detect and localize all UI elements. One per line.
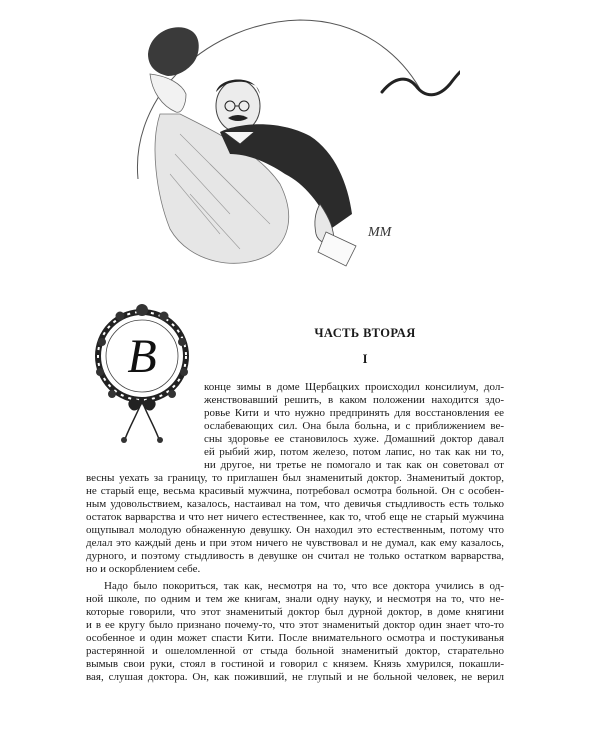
text-line: вымыв свои руки, стоял в гостиной и говорил с князем. Князь хмурился, покашли- [86,658,504,670]
text-line: дурного, и поэтому стыдливость в девушке он считал не только остатком варварства, [86,550,504,562]
dropcap-letter: В [127,330,157,383]
chapter-number: I [362,352,368,366]
text-line: Надо было покориться, так как, несмотря на то, что все доктора учились в од- [104,580,504,592]
ornamental-dropcap [86,290,198,446]
text-line: особенное и один может спасти Кити. После внимательного осмотра и постукиванья [86,632,504,644]
text-line: сны здоровье ее становилось хуже. Домашний доктор давал [204,433,504,445]
text-line: которые говорили, что этот знаменитый доктор был дурной доктор, в доме княгини [86,606,504,618]
text-line: ной школе, по одним и тем же книгам, знали одну науку, и несмотря на то, что не- [86,593,504,605]
text-line: не старый еще, весьма красивый мужчина, потребовал осмотра больной. Он с особен- [86,485,504,497]
text-line: ни другое, ни третье не помогало и так как он советовал от [204,459,504,471]
text-line: весны уехать за границу, то приглашен был знаменитый доктор. Знаменитый доктор, [86,472,504,484]
text-line: растерянной и ошеломленной от стыда больной знаменитый доктор, старательно [86,645,504,657]
text-line: делал это каждый день и при этом ничего не чувствовал и не думал, как ему казалось, [86,537,504,549]
text-line: но и оскорблением себе. [86,563,201,575]
text-line: конце зимы в доме Щербацких происходил консилиум, дол- [204,381,504,393]
text-line: ослабевающих сил. Она была больна, и с приближением ве- [204,420,504,432]
text-line: ей рыбий жир, потом железо, потом лапис, но так как ни то, [204,446,504,458]
text-line: женствовавший решить, в каком положении находится здо- [204,394,504,406]
chapter-illustration [120,14,460,276]
text-line: ровье Кити и что нужно предпринять для восстановления ее [204,407,504,419]
text-line: остаток варварства и что нет ничего естественнее, как то, чтоб еще не старый мужчина [86,511,504,523]
text-line: вая, слушая доктора. Он, как поживший, не глупый и не больной человек, не верил [86,671,504,683]
text-line: и в ее кругу было признано почему-то, что этот знаменитый доктор один знает что-то [86,619,504,631]
illustration-signature: MM [368,225,392,240]
text-line: ным удовольствием, казалось, настаивал на том, что девичья стыдливость есть только [86,498,504,510]
part-title: ЧАСТЬ ВТОРАЯ [314,326,416,340]
text-line: ощупывал молодую обнаженную девушку. Он находил это естественным, потому что [86,524,504,536]
